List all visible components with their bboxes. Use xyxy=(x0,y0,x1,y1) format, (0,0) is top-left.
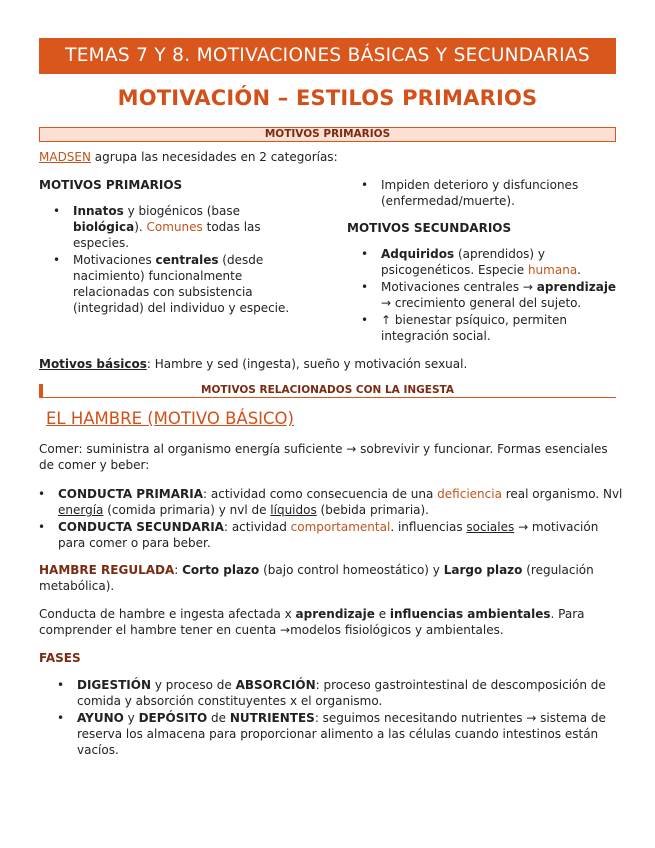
madsen-name: MADSEN xyxy=(39,150,91,164)
fases-bullet-2: • AYUNO y DEPÓSITO de NUTRIENTES: seguimos necesitando nutrientes → sistema de reserva los almacena para proporcionar alimento a las células cuando intestinos están vacíos. xyxy=(57,711,606,757)
section-rule xyxy=(39,397,616,398)
fases-bullet-1: • DIGESTIÓN y proceso de ABSORCIÓN: proceso gastrointestinal de descomposición de comida y absorción constituyentes x el organismo. xyxy=(57,678,606,708)
bullet-dot: • xyxy=(53,204,61,218)
secundarios-heading: MOTIVOS SECUNDARIOS xyxy=(347,221,512,235)
primarios-bullet-1: • Innatos y biogénicos (base biológica). Comunes todas las especies. xyxy=(53,204,261,250)
conducta-bullet-1: • CONDUCTA PRIMARIA: actividad como consecuencia de una deficiencia real organismo. Nvl energía (comida primaria) y nvl de líquidos (bebida primaria). xyxy=(38,487,623,517)
primarios-heading: MOTIVOS PRIMARIOS xyxy=(39,178,183,192)
conducta-hambre-paragraph: Conducta de hambre e ingesta afectada x aprendizaje e influencias ambientales. Para comprender el hambre tener en cuenta →modelos fisiológicos y ambientales. xyxy=(39,607,585,638)
bullet-dot: • xyxy=(53,253,61,267)
fases-heading: FASES xyxy=(39,651,81,665)
section-motivos-primarios-bar: MOTIVOS PRIMARIOS xyxy=(39,127,616,142)
primarios-bullet-3: • Impiden deterioro y disfunciones (enfermedad/muerte). xyxy=(361,178,579,208)
hambre-title: EL HAMBRE (MOTIVO BÁSICO) xyxy=(46,409,294,428)
bullet-dot: • xyxy=(57,711,65,725)
bullet-dot: • xyxy=(361,247,369,261)
primarios-bullet-2: • Motivaciones centrales (desde nacimiento) funcionalmente relacionadas con subsistencia (integridad) del individuo y especie. xyxy=(53,253,290,315)
motivos-basicos-line: Motivos básicos: Hambre y sed (ingesta), sueño y motivación sexual. xyxy=(39,357,468,371)
hambre-regulada-paragraph: HAMBRE REGULADA: Corto plazo (bajo control homeostático) y Largo plazo (regulación metabólica). xyxy=(39,563,594,594)
bullet-dot: • xyxy=(361,280,369,294)
topic-banner: TEMAS 7 Y 8. MOTIVACIONES BÁSICAS Y SECUNDARIAS xyxy=(39,38,616,74)
page-title: MOTIVACIÓN – ESTILOS PRIMARIOS xyxy=(117,86,538,110)
section-ingesta-label: MOTIVOS RELACIONADOS CON LA INGESTA xyxy=(201,384,454,396)
comer-paragraph: Comer: suministra al organismo energía suficiente → sobrevivir y funcionar. Formas esenciales de comer y beber: xyxy=(39,442,608,473)
bullet-dot: • xyxy=(38,520,46,534)
secundarios-bullet-3: • ↑ bienestar psíquico, permiten integración social. xyxy=(361,313,568,343)
bullet-dot: • xyxy=(57,678,65,692)
secundarios-bullet-1: • Adquiridos (aprendidos) y psicogenéticos. Especie humana. xyxy=(361,247,581,277)
bullet-dot: • xyxy=(361,313,369,327)
madsen-line: MADSEN agrupa las necesidades en 2 categorías: xyxy=(39,150,338,164)
secundarios-bullet-2: • Motivaciones centrales → aprendizaje → crecimiento general del sujeto. xyxy=(361,280,617,310)
conducta-bullet-2: • CONDUCTA SECUNDARIA: actividad comportamental. influencias sociales → motivación para comer o para beber. xyxy=(38,520,599,550)
bullet-dot: • xyxy=(38,487,46,501)
section-ingesta-bar xyxy=(39,384,616,397)
bullet-dot: • xyxy=(361,178,369,192)
